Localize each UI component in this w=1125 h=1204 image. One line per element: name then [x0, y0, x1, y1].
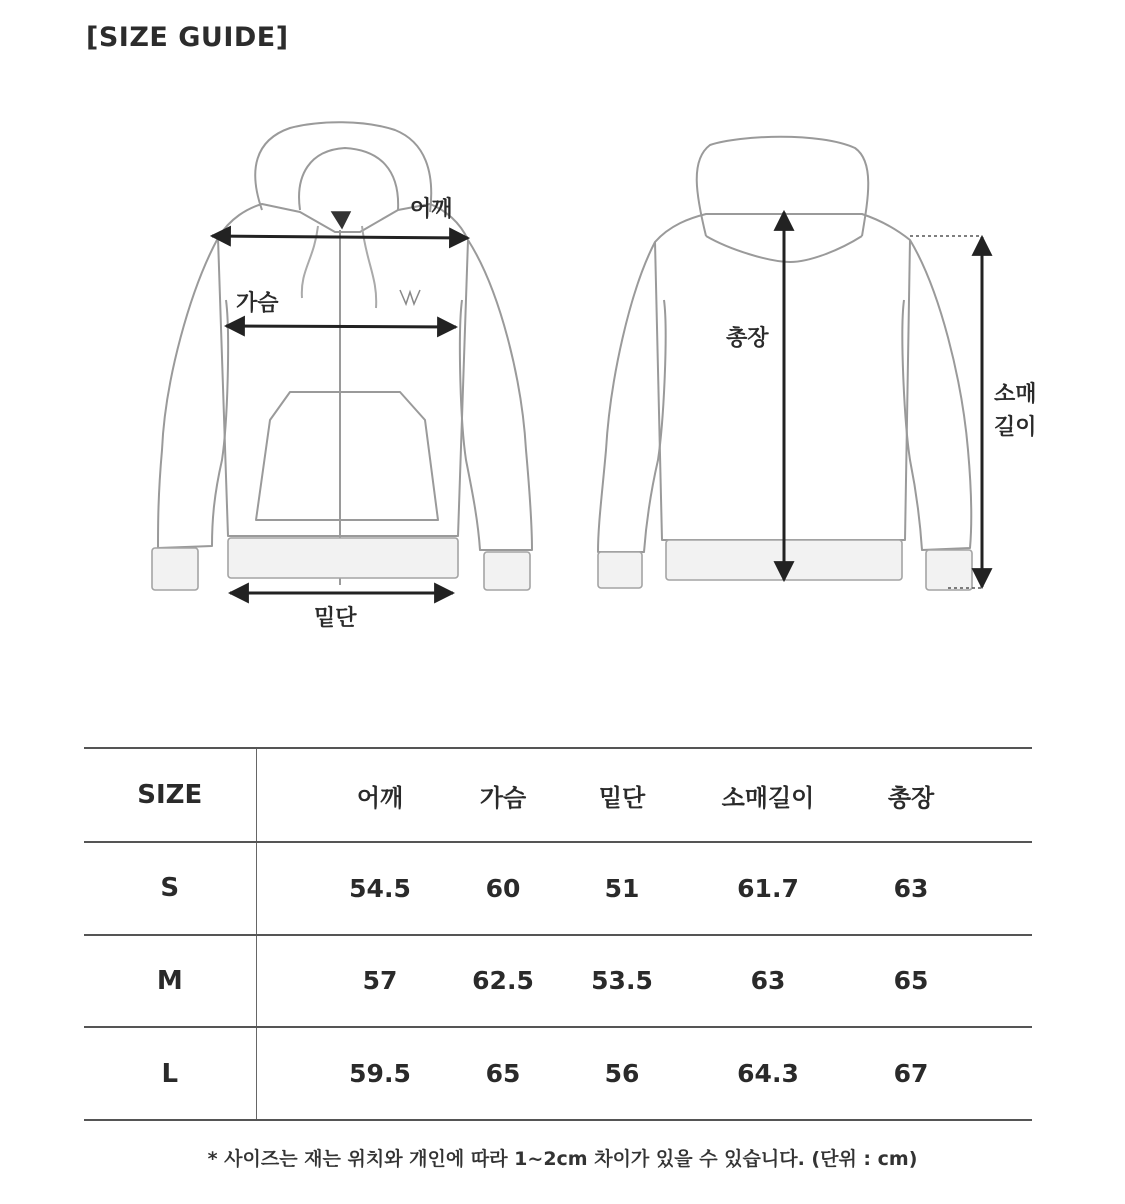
table-header-row	[84, 748, 1032, 842]
sleeve-length-label-line1: 소매	[994, 382, 1037, 407]
size-cell: S	[84, 842, 256, 935]
hem-label: 밑단	[314, 606, 357, 631]
sleeve-length-cell: 63	[686, 935, 850, 1028]
hem-cell: 51	[558, 842, 686, 935]
page-title: [SIZE GUIDE]	[86, 22, 289, 53]
chest-arrow	[226, 326, 456, 327]
header-total-length: 총장	[850, 748, 972, 842]
table-row	[84, 842, 1032, 935]
total-length-cell: 65	[850, 935, 972, 1028]
sleeve-length-cell: 61.7	[686, 842, 850, 935]
shoulder-label: 어깨	[410, 197, 453, 222]
sleeve-length-label-line2: 길이	[994, 415, 1037, 440]
total-length-cell: 67	[850, 1027, 972, 1120]
shoulder-cell: 57	[312, 935, 448, 1028]
measurement-note: * 사이즈는 재는 위치와 개인에 따라 1~2cm 차이가 있을 수 있습니다. (단위 : cm)	[207, 1148, 918, 1170]
total-length-label: 총장	[726, 326, 769, 351]
shoulder-cell: 59.5	[312, 1027, 448, 1120]
header-chest: 가슴	[448, 748, 558, 842]
total-length-cell: 63	[850, 842, 972, 935]
table-row	[84, 1027, 1032, 1120]
header-shoulder: 어깨	[312, 748, 448, 842]
front-hoodie-outline	[158, 122, 532, 585]
hem-cell: 56	[558, 1027, 686, 1120]
shoulder-arrow	[212, 236, 468, 238]
size-cell: M	[84, 935, 256, 1028]
header-hem: 밑단	[558, 748, 686, 842]
sleeve-length-cell: 64.3	[686, 1027, 850, 1120]
chest-cell: 62.5	[448, 935, 558, 1028]
header-sleeve-length: 소매길이	[686, 748, 850, 842]
hem-cell: 53.5	[558, 935, 686, 1028]
table-row	[84, 935, 1032, 1028]
chest-cell: 60	[448, 842, 558, 935]
chest-label: 가슴	[236, 291, 279, 316]
header-size: SIZE	[84, 748, 256, 842]
chest-cell: 65	[448, 1027, 558, 1120]
size-cell: L	[84, 1027, 256, 1120]
shoulder-cell: 54.5	[312, 842, 448, 935]
size-table	[84, 747, 1032, 1121]
